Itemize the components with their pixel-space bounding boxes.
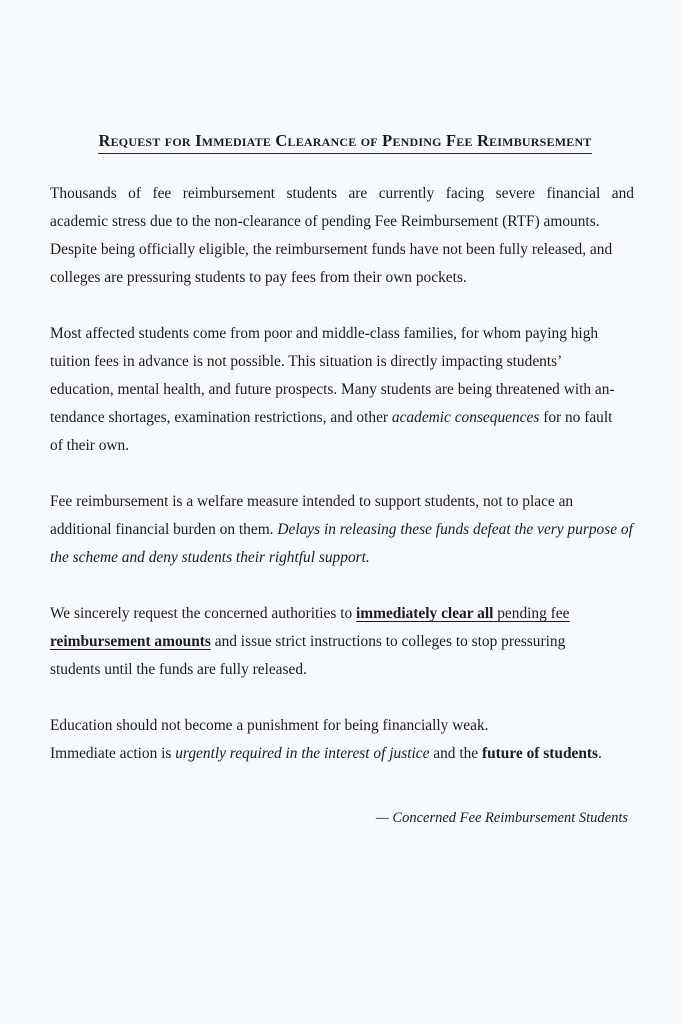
- closing-italic: urgently required in the interest of justice: [175, 745, 430, 762]
- paragraph-4-underline: pending fee: [497, 605, 570, 622]
- closing-line-2-start: Immediate action is: [50, 745, 176, 762]
- paragraph-4-line-2-end: and issue strict instructions to colleges to stop pressuring: [210, 633, 566, 650]
- paragraph-2: [50, 320, 634, 460]
- paragraph-1-line-2: academic stress due to the non-clearance of pending Fee Reimbursement (RTF) amounts.: [50, 213, 600, 230]
- closing-line-2-mid: and the: [429, 745, 482, 762]
- paragraph-2-italic-phrase: academic consequences: [391, 409, 540, 426]
- paragraph-3-line-1: Fee reimbursement is a welfare measure intended to support students, not to place an: [50, 493, 574, 510]
- paragraph-2-line-1: Most affected students come from poor and middle-class families, for whom paying high: [50, 325, 599, 342]
- paragraph-4-line-3: students until the funds are fully released.: [50, 661, 307, 678]
- paragraph-4-line-1-start: We sincerely request the concerned authorities to: [50, 605, 357, 622]
- closing-paragraph: [50, 712, 634, 768]
- paragraph-2-line-2: tuition fees in advance is not possible. This situation is directly impacting students’: [50, 353, 563, 370]
- closing-line-2-end: .: [598, 745, 602, 762]
- paragraph-2-line-4-end: for no fault: [539, 409, 613, 426]
- paragraph-1: [50, 180, 634, 292]
- paragraph-3-line-2-italic: Delays in releasing these funds defeat the very purpose of: [277, 521, 633, 538]
- paragraph-3-line-3: the scheme and deny students their rightful support.: [50, 549, 370, 566]
- document-title: Request for Immediate Clearance of Pending Fee Reimbursement: [98, 131, 591, 154]
- document-body: [50, 180, 634, 768]
- signature: — Concerned Fee Reimbursement Students: [375, 810, 628, 826]
- paragraph-3-line-2: [50, 516, 634, 544]
- paragraph-3: [50, 488, 634, 572]
- paragraph-4-line-2: [50, 628, 634, 656]
- paragraph-1-line-3: Despite being officially eligible, the reimbursement funds have not been fully released, and: [50, 241, 613, 258]
- paragraph-1-line-1: Thousands of fee reimbursement students are currently facing severe financial and: [50, 185, 634, 202]
- paragraph-4-line-1: [50, 600, 634, 628]
- paragraph-4-emphasis-2: reimbursement amounts: [50, 633, 211, 650]
- title-wrap: [50, 0, 634, 154]
- paragraph-3-line-2-start: additional financial burden on them.: [50, 521, 278, 538]
- closing-line-2: [50, 740, 634, 768]
- paragraph-4-emphasis-1: immediately clear all: [356, 605, 494, 622]
- paragraph-2-line-3: education, mental health, and future prospects. Many students are being threatened with an-: [50, 381, 615, 398]
- paragraph-1-line-4: colleges are pressuring students to pay fees from their own pockets.: [50, 269, 467, 286]
- paragraph-4: [50, 600, 634, 684]
- paragraph-2-line-4: [50, 404, 634, 432]
- paragraph-2-line-5: of their own.: [50, 437, 130, 454]
- paragraph-2-line-4-start: tendance shortages, examination restrictions, and other: [50, 409, 392, 426]
- closing-bold: future of students: [482, 745, 599, 762]
- closing-line-1: Education should not become a punishment for being financially weak.: [50, 717, 489, 734]
